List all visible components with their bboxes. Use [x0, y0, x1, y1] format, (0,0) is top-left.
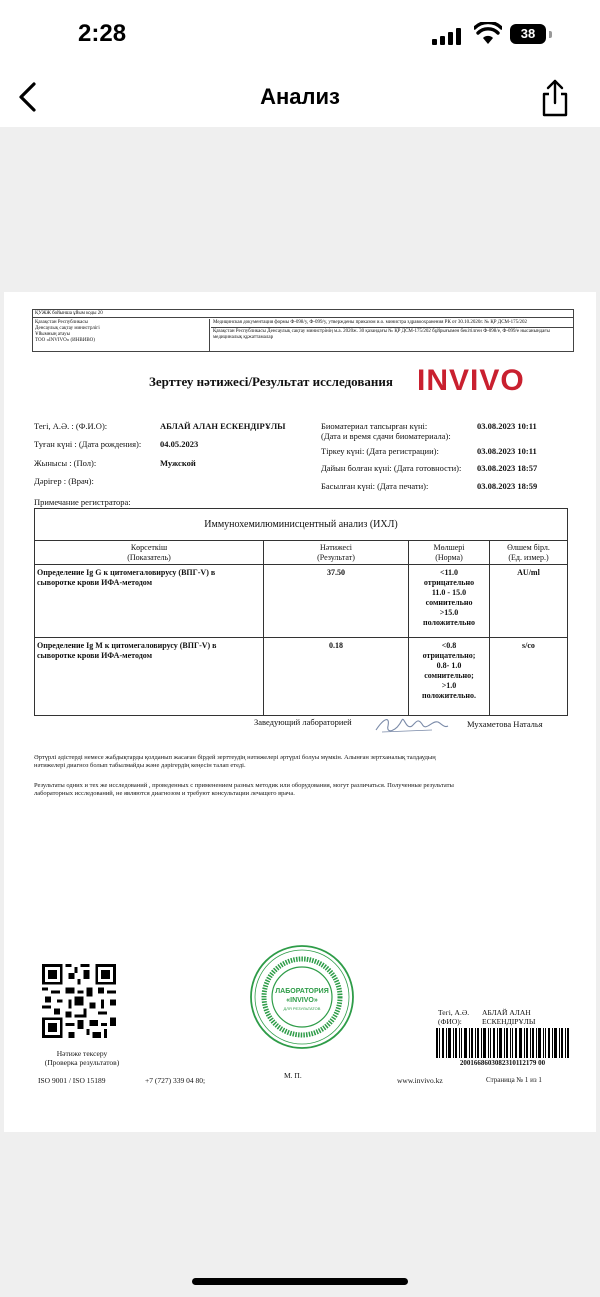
wifi-icon — [474, 22, 502, 46]
navigation-bar — [0, 70, 600, 127]
bio-value: 03.08.2023 10:11 — [477, 421, 537, 431]
qr-code-icon[interactable] — [42, 964, 116, 1038]
disclaimer-kz: Әртүрлі әдістерді немесе жабдықтарды қолданып жасаған бірдей зерттеудің нәтижелері әртүрлі болуы мүмкін. Алынған зертханалық талдаудың нәтижелері диагноз болып табылмайды және дәрігердің кеңесін талап етеді. — [34, 754, 436, 769]
org-info: Қазақстан Республикасы Денсаулық сақтау министрлігі Ұйымның атауы ТОО «INVIVO» (ИНВИВО) — [33, 319, 210, 351]
table-row-igg-unit: AU/ml — [517, 568, 540, 577]
iso-label: ISO 9001 / ISO 15189 — [38, 1076, 106, 1085]
column-header-unit: Өлшем бірл. (Ед. измер.) — [507, 543, 550, 562]
barcode-number: 2001668603082310112179 00 — [459, 1059, 546, 1067]
page-number: Страница № 1 из 1 — [486, 1076, 542, 1084]
dob-value: 04.05.2023 — [160, 439, 199, 449]
svg-text:ЛАБОРАТОРИЯ: ЛАБОРАТОРИЯ — [275, 988, 329, 995]
cellular-signal-icon — [432, 27, 464, 45]
check-results-label: Нәтиже тексеру (Проверка результатов) — [44, 1049, 120, 1067]
print-value: 03.08.2023 18:59 — [477, 481, 538, 491]
battery-nub — [549, 31, 552, 38]
document-header-table — [32, 309, 574, 352]
invivo-logo: INVIVO — [417, 364, 525, 397]
svg-text:ДЛЯ РЕЗУЛЬТАТОВ: ДЛЯ РЕЗУЛЬТАТОВ — [283, 1006, 321, 1011]
form-info: Медицинская документация формы Ф-098/у, Ф-099/у, утверждены приказом и.о. министра здравоохранения РК от 30.10.2020г. № ҚР ДСМ-175/202 Қазақстан Республикасы Денсаулық сақтау министрінің м.а. 2020ж. 30 қазандағы № ҚР ДСМ-175/202 бұйрығымен бекітілген Ф-098/е, Ф-099/е нысанындағы медициналық құжаттамалар — [211, 319, 573, 351]
registrar-note-label: Примечание регистратора: — [34, 497, 131, 507]
dob-label: Туған күні : (Дата рождения): — [34, 439, 142, 449]
battery-level: 38 — [520, 26, 536, 41]
ready-value: 03.08.2023 18:57 — [477, 463, 538, 473]
reg-value: 03.08.2023 10:11 — [477, 446, 537, 456]
website-link[interactable]: www.invivo.kz — [397, 1076, 443, 1085]
print-label: Басылған күні: (Дата печати): — [321, 481, 429, 491]
sex-value: Мужской — [160, 458, 196, 468]
table-row-igm-norm: <0.8 отрицательно; 0.8- 1.0 сомнительно; >1.0 положительно. — [421, 641, 476, 700]
fio2-value: АБЛАЙ АЛАН ЕСКЕНДІРҰЛЫ — [482, 1008, 536, 1026]
disclaimer-ru: Результаты одних и тех же исследований , проведенных с применением разных методик или оборудования, могут различаться. Полученные результаты лабораторных исследований, не являются диагнозом и требуют консультации лечащего врача. — [34, 782, 454, 797]
lab-result-document[interactable] — [4, 292, 596, 1132]
column-header-norm: Мөлшері (Норма) — [433, 543, 465, 562]
fio2-label: Тегі, А.Ә. (ФИО): — [438, 1008, 470, 1026]
column-header-indicator: Көрсеткіш (Показатель) — [127, 543, 171, 562]
home-indicator[interactable] — [192, 1278, 408, 1285]
head-lab-label: Заведующий лабораторией — [254, 717, 352, 727]
svg-text:«INVIVO»: «INVIVO» — [286, 997, 318, 1004]
fio-label: Тегі, А.Ә. : (Ф.И.О): — [34, 421, 108, 431]
battery-icon — [510, 24, 546, 44]
table-row-igm-name: Определение Ig M к цитомегаловирусу (ВПГ-V) в сыворотке крови ИФА-методом — [37, 641, 217, 660]
page-title: Анализ — [260, 84, 340, 109]
barcode-icon — [436, 1028, 569, 1058]
sex-label: Жынысы : (Пол): — [34, 458, 97, 468]
head-lab-name: Мухаметова Наталья — [467, 719, 543, 729]
ready-label: Дайын болған күні: (Дата готовности): — [321, 463, 462, 473]
laboratory-stamp — [249, 944, 355, 1050]
bio-label: Биоматериал тапсырған күні: (Дата и время сдачи биоматериала): — [321, 421, 451, 441]
document-title: Зерттеу нәтижесі/Результат исследования — [149, 374, 393, 389]
share-button[interactable] — [538, 78, 572, 118]
stamp-place-label: М. П. — [284, 1071, 302, 1080]
status-bar — [0, 0, 600, 70]
table-row-igg-name: Определение Ig G к цитомегаловирусу (ВПГ-V) в сыворотке крови ИФА-методом — [37, 568, 216, 587]
clock: 2:28 — [78, 20, 127, 47]
analysis-type-title: Иммунохемилюминисцентный анализ (ИХЛ) — [35, 509, 567, 541]
reg-label: Тіркеу күні: (Дата регистрации): — [321, 446, 439, 456]
table-row-igg-result: 37.50 — [327, 568, 345, 577]
phone-label: +7 (727) 339 04 80; — [145, 1076, 206, 1085]
doctor-label: Дәрігер : (Врач): — [34, 476, 94, 486]
table-row-igm-unit: s/co — [522, 641, 535, 650]
table-row-igg-norm: <11.0 отрицательно 11.0 - 15.0 сомнительно >15.0 положительно — [422, 568, 475, 627]
signature-icon — [372, 712, 450, 738]
table-row-igm-result: 0.18 — [329, 641, 343, 650]
org-code: ҚУЖЖ бойынша ұйым коды 20 — [33, 310, 573, 318]
patient-name: АБЛАЙ АЛАН ЕСКЕНДІРҰЛЫ — [160, 421, 286, 431]
results-table — [34, 508, 568, 716]
column-header-result: Нәтижесі (Результат) — [317, 543, 355, 562]
